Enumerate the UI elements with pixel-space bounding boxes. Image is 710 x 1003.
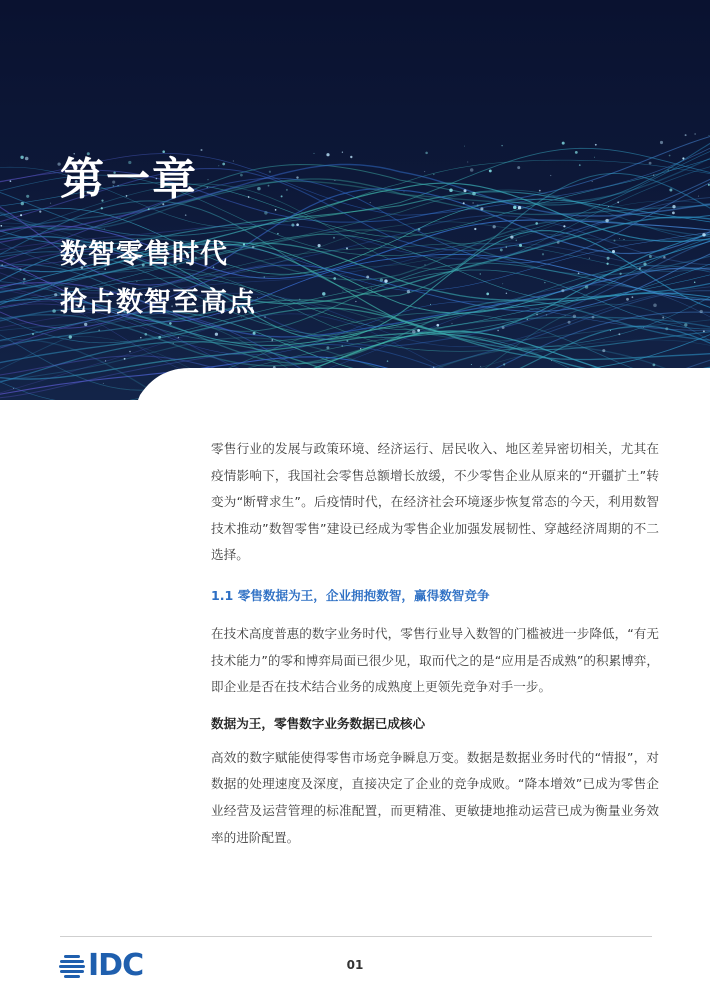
sparkle-dot bbox=[471, 364, 472, 365]
sparkle-dot bbox=[467, 162, 468, 163]
sparkle-dot bbox=[474, 228, 476, 230]
sparkle-dot bbox=[662, 317, 664, 319]
sparkle-dot bbox=[568, 321, 571, 324]
sparkle-dot bbox=[103, 383, 104, 384]
sparkle-dot bbox=[20, 156, 23, 159]
sparkle-dot bbox=[486, 293, 489, 296]
sparkle-dot bbox=[275, 209, 277, 211]
sparkle-dot bbox=[380, 278, 383, 281]
sparkle-dot bbox=[557, 241, 560, 244]
sparkle-dot bbox=[23, 282, 24, 283]
sparkle-dot bbox=[516, 240, 517, 241]
sparkle-dot bbox=[215, 333, 218, 336]
sparkle-dot bbox=[206, 377, 209, 380]
sparkle-dot bbox=[546, 314, 548, 316]
sparkle-dot bbox=[25, 157, 29, 161]
hero-banner bbox=[0, 0, 710, 400]
sparkle-dot bbox=[23, 278, 26, 281]
sparkle-dot bbox=[510, 235, 513, 238]
sparkle-dot bbox=[286, 189, 288, 191]
sparkle-dot bbox=[649, 162, 652, 165]
sparkle-dot bbox=[418, 228, 421, 231]
sparkle-dot bbox=[268, 185, 270, 187]
sparkle-dot bbox=[643, 327, 644, 328]
sparkle-dot bbox=[39, 211, 41, 213]
sparkle-dot bbox=[700, 310, 703, 313]
sparkle-dot bbox=[291, 223, 294, 226]
sparkle-dot bbox=[667, 169, 669, 171]
sparkle-dot bbox=[518, 206, 521, 209]
sparkle-dot bbox=[599, 204, 600, 205]
logo-wordmark: IDC bbox=[88, 948, 144, 983]
sparkle-dot bbox=[148, 208, 150, 210]
chapter-subtitle-line1: 数智零售时代 bbox=[60, 239, 228, 270]
sparkle-dot bbox=[665, 327, 668, 330]
sparkle-dot bbox=[326, 357, 327, 358]
sparkle-dot bbox=[559, 377, 560, 378]
sparkle-dot bbox=[698, 196, 699, 197]
sparkle-dot bbox=[129, 351, 131, 353]
sparkle-dot bbox=[480, 207, 483, 210]
sparkle-dot bbox=[451, 323, 452, 324]
sparkle-dot bbox=[500, 248, 503, 251]
chapter-body bbox=[211, 436, 659, 851]
sparkle-dot bbox=[694, 281, 696, 283]
sparkle-dot bbox=[653, 364, 656, 367]
sparkle-dot bbox=[449, 188, 453, 192]
sparkle-dot bbox=[477, 205, 479, 207]
sparkle-dot bbox=[617, 201, 619, 203]
sparkle-dot bbox=[472, 202, 473, 203]
sparkle-dot bbox=[20, 268, 22, 270]
sparkle-dot bbox=[169, 322, 172, 325]
sparkle-dot bbox=[253, 332, 256, 335]
sparkle-dot bbox=[502, 283, 503, 284]
sparkle-dot bbox=[20, 214, 22, 216]
sparkle-dot bbox=[527, 319, 528, 320]
sparkle-dot bbox=[136, 281, 137, 282]
sparkle-dot bbox=[573, 315, 576, 318]
sparkle-dot bbox=[607, 257, 610, 260]
sparkle-dot bbox=[346, 340, 348, 342]
section-paragraph: 在技术高度普惠的数字业务时代，零售行业导入数智的门槛被进一步降低，“有无技术能力”的零和博弈局面已很少见，取而代之的是“应用是否成熟”的积累博弈，即企业是否在技术结合业务的成熟度上更领先竞争对手一步。 bbox=[211, 625, 659, 695]
sparkle-dot bbox=[549, 371, 552, 374]
sparkle-dot bbox=[606, 263, 608, 265]
sparkle-dot bbox=[709, 135, 710, 136]
sparkle-dot bbox=[50, 203, 51, 204]
sparkle-dot bbox=[480, 366, 481, 367]
sparkle-dot bbox=[342, 291, 343, 292]
sparkle-dot bbox=[387, 360, 389, 362]
sparkle-dot bbox=[456, 369, 457, 370]
sparkle-dot bbox=[669, 155, 671, 157]
sparkle-dot bbox=[32, 333, 34, 335]
sparkle-dot bbox=[614, 240, 616, 242]
sparkle-dot bbox=[470, 168, 474, 172]
sparkle-dot bbox=[695, 133, 696, 134]
sparkle-dot bbox=[326, 346, 329, 349]
sparkle-dot bbox=[252, 246, 255, 249]
idc-globe-icon bbox=[58, 951, 86, 981]
sparkle-dot bbox=[371, 288, 372, 289]
sparkle-dot bbox=[539, 190, 541, 192]
sparkle-dot bbox=[350, 156, 352, 158]
sparkle-dot bbox=[319, 387, 320, 388]
sparkle-dot bbox=[277, 233, 279, 235]
page-number: 01 bbox=[346, 958, 364, 972]
sparkle-dot bbox=[264, 276, 266, 278]
sparkle-dot bbox=[501, 145, 502, 146]
sparkle-dot bbox=[322, 292, 325, 295]
sparkle-dot bbox=[433, 174, 435, 176]
sparkle-dot bbox=[649, 255, 652, 258]
sparkle-dot bbox=[333, 237, 335, 239]
idc-logo bbox=[58, 949, 150, 983]
sparkle-dot bbox=[592, 316, 595, 319]
sparkle-dot bbox=[54, 293, 57, 296]
sparkle-dot bbox=[563, 225, 565, 227]
sparkle-dot bbox=[550, 175, 551, 176]
sparkle-dot bbox=[521, 374, 523, 376]
sparkle-dot bbox=[417, 329, 420, 332]
sparkle-dot bbox=[578, 272, 580, 274]
sparkle-dot bbox=[519, 244, 522, 247]
sparkle-dot bbox=[464, 189, 467, 192]
sparkle-dot bbox=[207, 179, 208, 180]
sparkle-dot bbox=[1, 264, 3, 266]
sparkle-dot bbox=[384, 279, 387, 282]
sparkle-dot bbox=[21, 202, 24, 205]
sparkle-dot bbox=[360, 348, 361, 349]
sparkle-dot bbox=[682, 157, 684, 159]
sparkle-dot bbox=[608, 206, 609, 207]
sparkle-dot bbox=[544, 282, 545, 283]
sparkle-dot bbox=[612, 250, 615, 253]
sparkle-dot bbox=[433, 367, 434, 368]
sparkle-dot bbox=[513, 206, 517, 210]
sparkle-dot bbox=[226, 369, 227, 370]
sparkle-dot bbox=[480, 273, 481, 274]
sparkle-dot bbox=[158, 336, 161, 339]
sparkle-dot bbox=[663, 256, 665, 258]
sparkle-dot bbox=[296, 223, 299, 226]
sparkle-dot bbox=[632, 296, 634, 298]
sparkle-dot bbox=[162, 150, 165, 153]
sparkle-dot bbox=[602, 349, 605, 352]
sparkle-dot bbox=[326, 153, 329, 156]
sparkle-dot bbox=[273, 366, 276, 369]
sparkle-dot bbox=[672, 212, 675, 215]
sub-paragraph: 高效的数字赋能使得零售市场竞争瞬息万变。数据是数据业务时代的“情报”，对数据的处理速度及深度，直接决定了企业的竞争成败。“降本增效”已成为零售企业经营及运营管理的标准配置，而更精准、更敏捷地推动运营已成为衡量业务效率的进阶配置。 bbox=[211, 749, 659, 845]
sparkle-dot bbox=[69, 335, 72, 338]
sparkle-dot bbox=[605, 219, 608, 222]
sparkle-dot bbox=[342, 152, 343, 153]
sparkle-dot bbox=[0, 225, 2, 227]
sparkle-dot bbox=[366, 276, 369, 279]
sparkle-dot bbox=[13, 388, 14, 389]
sparkle-dot bbox=[333, 277, 336, 280]
sparkle-dot bbox=[536, 313, 538, 315]
sparkle-dot bbox=[619, 238, 620, 239]
sparkle-dot bbox=[377, 373, 378, 374]
sub-heading: 数据为王，零售数字业务数据已成核心 bbox=[211, 715, 426, 731]
sparkle-dot bbox=[233, 161, 234, 162]
sparkle-dot bbox=[207, 187, 208, 188]
sparkle-dot bbox=[542, 253, 544, 255]
sparkle-dot bbox=[407, 290, 410, 293]
sparkle-dot bbox=[412, 330, 416, 334]
sparkle-dot bbox=[562, 142, 565, 145]
sparkle-dot bbox=[52, 309, 56, 313]
sparkle-dot bbox=[185, 214, 187, 216]
chapter-title: 第一章 bbox=[60, 154, 198, 205]
sparkle-dot bbox=[26, 195, 29, 198]
sparkle-dot bbox=[245, 372, 246, 373]
sparkle-dot bbox=[585, 285, 588, 288]
sparkle-dot bbox=[342, 345, 343, 346]
sparkle-dot bbox=[314, 153, 315, 154]
sparkle-dot bbox=[643, 263, 646, 266]
sparkle-dot bbox=[463, 202, 465, 204]
sparkle-dot bbox=[355, 301, 356, 302]
chapter-subtitle-line2: 抢占数智至高点 bbox=[60, 287, 256, 318]
sparkle-dot bbox=[702, 233, 705, 236]
sparkle-dot bbox=[144, 333, 147, 336]
sparkle-dot bbox=[371, 382, 373, 384]
sparkle-dot bbox=[506, 293, 507, 294]
sparkle-dot bbox=[334, 180, 335, 181]
sparkle-dot bbox=[592, 181, 593, 182]
sparkle-dot bbox=[101, 207, 103, 209]
sparkle-dot bbox=[575, 151, 578, 154]
sparkle-dot bbox=[653, 304, 657, 308]
sparkle-dot bbox=[436, 324, 439, 327]
sparkle-dot bbox=[218, 165, 219, 166]
sparkle-dot bbox=[10, 180, 12, 182]
sparkle-dot bbox=[610, 330, 611, 331]
sparkle-dot bbox=[594, 157, 595, 158]
sparkle-dot bbox=[502, 326, 505, 329]
sparkle-dot bbox=[425, 152, 428, 155]
sparkle-dot bbox=[565, 315, 566, 316]
sparkle-dot bbox=[595, 144, 597, 146]
sparkle-dot bbox=[589, 258, 590, 259]
sparkle-dot bbox=[404, 191, 405, 192]
sparkle-dot bbox=[370, 202, 371, 203]
sparkle-dot bbox=[626, 298, 629, 301]
sparkle-dot bbox=[346, 247, 348, 249]
sparkle-dot bbox=[140, 337, 141, 338]
sparkle-dot bbox=[430, 304, 431, 305]
sparkle-dot bbox=[200, 149, 202, 151]
sparkle-dot bbox=[243, 243, 245, 245]
sparkle-dot bbox=[325, 372, 326, 373]
sparkle-dot bbox=[506, 246, 508, 248]
sparkle-dot bbox=[660, 141, 663, 144]
sparkle-dot bbox=[424, 171, 425, 172]
sparkle-dot bbox=[517, 166, 520, 169]
sparkle-dot bbox=[264, 211, 267, 214]
sparkle-dot bbox=[669, 188, 672, 191]
sparkle-dot bbox=[464, 146, 465, 147]
sparkle-dot bbox=[235, 372, 237, 374]
sparkle-dot bbox=[497, 330, 498, 331]
section-heading: 1.1 零售数据为王，企业拥抱数智，赢得数智竞争 bbox=[211, 587, 490, 603]
sparkle-dot bbox=[281, 195, 283, 197]
sparkle-dot bbox=[551, 360, 552, 361]
sparkle-dot bbox=[618, 333, 620, 335]
sparkle-dot bbox=[105, 360, 106, 361]
sparkle-dot bbox=[299, 299, 301, 301]
footer-divider bbox=[60, 936, 652, 937]
sparkle-dot bbox=[561, 289, 564, 292]
sparkle-dot bbox=[296, 176, 298, 178]
sparkle-dot bbox=[503, 363, 505, 365]
sparkle-dot bbox=[653, 174, 654, 175]
sparkle-dot bbox=[361, 386, 362, 387]
sparkle-dot bbox=[579, 164, 581, 166]
sparkle-dot bbox=[672, 205, 675, 208]
sparkle-dot bbox=[535, 222, 538, 225]
sparkle-dot bbox=[271, 340, 273, 342]
sparkle-dot bbox=[192, 379, 194, 381]
sparkle-dot bbox=[178, 337, 180, 339]
sparkle-dot bbox=[222, 163, 225, 166]
sparkle-dot bbox=[639, 267, 641, 269]
sparkle-dot bbox=[684, 323, 687, 326]
sparkle-dot bbox=[84, 323, 87, 326]
sparkle-dot bbox=[104, 228, 105, 229]
sparkle-dot bbox=[240, 174, 243, 177]
sparkle-dot bbox=[535, 376, 537, 378]
sparkle-dot bbox=[493, 225, 496, 228]
sparkle-dot bbox=[211, 376, 213, 378]
sparkle-dot bbox=[257, 297, 258, 298]
sparkle-dot bbox=[124, 358, 126, 360]
sparkle-dot bbox=[264, 316, 266, 318]
sparkle-dot bbox=[685, 134, 687, 136]
sparkle-dot bbox=[98, 330, 100, 332]
sparkle-dot bbox=[489, 169, 492, 172]
sparkle-dot bbox=[624, 239, 625, 240]
sparkle-dot bbox=[424, 264, 425, 265]
sparkle-dot bbox=[472, 192, 476, 196]
sparkle-dot bbox=[173, 343, 174, 344]
sparkle-dot bbox=[318, 244, 321, 247]
sparkle-dot bbox=[703, 330, 705, 332]
sparkle-dot bbox=[257, 187, 261, 191]
intro-paragraph: 零售行业的发展与政策环境、经济运行、居民收入、地区差异密切相关，尤其在疫情影响下，我国社会零售总额增长放缓，不少零售企业从原来的“开疆扩土”转变为“断臂求生”。后疫情时代，在经济社会环境逐步恢复常态的今天，利用数智技术推动”数智零售”建设已经成为零售企业加强发展韧性、穿越经济周期的不二选择。 bbox=[211, 441, 659, 563]
sparkle-dot bbox=[248, 196, 250, 198]
sparkle-dot bbox=[619, 273, 621, 275]
sparkle-dot bbox=[269, 171, 271, 173]
